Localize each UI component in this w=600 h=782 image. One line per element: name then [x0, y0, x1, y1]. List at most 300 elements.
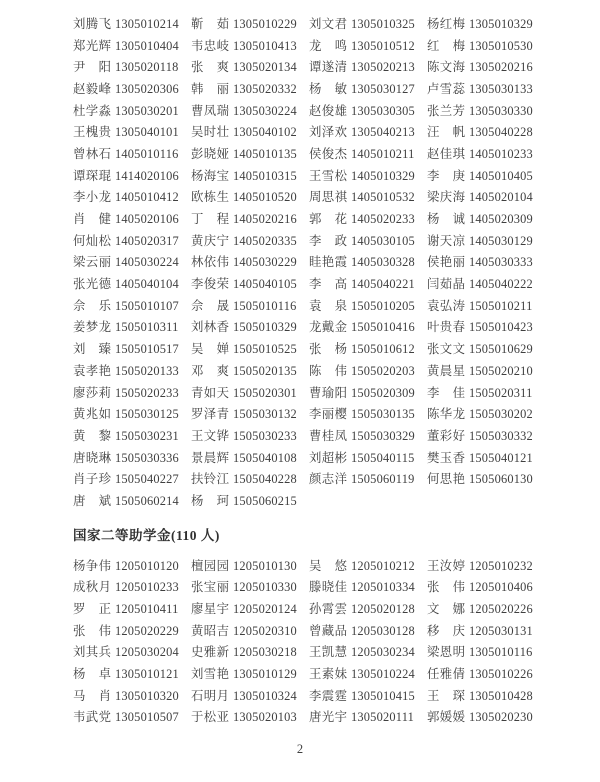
student-id: 1205030128	[351, 623, 415, 638]
student-name: 马 肖	[73, 688, 111, 703]
student-id: 1405010532	[351, 190, 415, 205]
student-name: 颜 志 洋	[309, 472, 347, 487]
student-id: 1405010116	[115, 146, 179, 161]
student-entry	[427, 252, 545, 270]
student-name: 闫 茹 晶	[427, 277, 465, 292]
student-id: 1305030305	[351, 103, 415, 118]
student-entry	[427, 686, 545, 704]
student-entry	[191, 339, 309, 357]
student-entry	[427, 317, 545, 335]
student-name: 袁 孝 艳	[73, 363, 111, 378]
student-entry	[73, 317, 191, 335]
student-id: 1205030218	[233, 645, 297, 660]
student-id: 1305010329	[469, 16, 533, 31]
student-id: 1505060215	[233, 493, 297, 508]
student-name: 刘 文 君	[309, 16, 347, 31]
student-name: 史 雅 新	[191, 645, 229, 660]
student-id: 1405030229	[233, 255, 297, 270]
student-entry	[191, 383, 309, 401]
student-entry	[309, 404, 427, 422]
student-id: 1405020216	[233, 212, 297, 227]
student-entry	[73, 252, 191, 270]
student-name: 于 松 亚	[191, 710, 229, 725]
student-id: 1305040228	[469, 125, 533, 140]
student-id: 1405020104	[469, 190, 533, 205]
student-entry	[309, 296, 427, 314]
student-id: 1205030234	[351, 645, 415, 660]
student-id: 1405010520	[233, 190, 297, 205]
student-name: 王 凯 慧	[309, 645, 347, 660]
student-entry	[191, 686, 309, 704]
student-entry	[309, 577, 427, 595]
student-entry	[427, 36, 545, 54]
student-name: 肖 子 珍	[73, 472, 111, 487]
student-entry	[427, 296, 545, 314]
student-entry	[427, 448, 545, 466]
student-entry	[191, 621, 309, 639]
student-entry	[309, 556, 427, 574]
student-entry	[73, 14, 191, 32]
student-id: 1505040115	[351, 450, 415, 465]
student-name: 赵 佳 琪	[427, 146, 465, 161]
student-id: 1405030129	[469, 233, 533, 248]
student-entry	[309, 14, 427, 32]
student-entry	[191, 231, 309, 249]
student-id: 1405030105	[351, 233, 415, 248]
student-name: 韦 武 党	[73, 710, 111, 725]
student-id: 1205010130	[233, 558, 297, 573]
student-id: 1305020134	[233, 60, 297, 75]
student-entry	[309, 166, 427, 184]
student-name: 李 佳	[427, 385, 465, 400]
student-entry	[427, 361, 545, 379]
student-entry	[309, 599, 427, 617]
student-name: 李 小 龙	[73, 190, 111, 205]
student-name: 黄 黎	[73, 428, 111, 443]
student-id: 1505030125	[115, 407, 179, 422]
student-id: 1505020203	[351, 363, 415, 378]
student-id: 1305040101	[115, 125, 179, 140]
student-id: 1405020309	[469, 212, 533, 227]
student-name: 杨 海 宝	[191, 168, 229, 183]
student-name: 汪 帆	[427, 125, 465, 140]
student-name: 郭 花	[309, 212, 347, 227]
student-name: 吴 婵	[191, 342, 229, 357]
student-id: 1405020233	[351, 212, 415, 227]
student-name: 景 晨 辉	[191, 450, 229, 465]
student-entry	[427, 122, 545, 140]
student-name: 吴 时 壮	[191, 125, 229, 140]
student-name: 佘 晟	[191, 298, 229, 313]
student-entry	[309, 122, 427, 140]
student-name: 李 震 霆	[309, 688, 347, 703]
student-entry	[309, 79, 427, 97]
student-id: 1405010211	[351, 146, 415, 161]
student-name: 谭 遂 清	[309, 60, 347, 75]
student-entry	[427, 144, 545, 162]
student-entry	[73, 101, 191, 119]
student-name: 梁 恩 明	[427, 645, 465, 660]
student-name: 袁 泉	[309, 298, 347, 313]
student-entry	[191, 599, 309, 617]
student-name: 曾 林 石	[73, 146, 111, 161]
student-name: 眭 艳 霞	[309, 255, 347, 270]
student-entry	[191, 14, 309, 32]
student-id: 1305010226	[469, 667, 533, 682]
student-id: 1505010329	[233, 320, 297, 335]
student-id: 1305020103	[233, 710, 297, 725]
student-entry	[73, 621, 191, 639]
student-entry	[309, 144, 427, 162]
student-id: 1505010116	[233, 298, 297, 313]
student-name: 陈 文 海	[427, 60, 465, 75]
student-name: 谢 天 凉	[427, 233, 465, 248]
student-id: 1505010211	[469, 298, 533, 313]
student-name: 刘 泽 欢	[309, 125, 347, 140]
student-id: 1405010405	[469, 168, 533, 183]
student-name: 丁 程	[191, 212, 229, 227]
student-id: 1305040102	[233, 125, 297, 140]
student-entry	[73, 642, 191, 660]
student-name: 佘 乐	[73, 298, 111, 313]
student-entry	[73, 686, 191, 704]
student-entry	[73, 361, 191, 379]
student-id: 1205010212	[351, 558, 415, 573]
student-entry	[309, 339, 427, 357]
student-name: 靳 茹	[191, 16, 229, 31]
student-entry	[191, 101, 309, 119]
student-name: 刘 超 彬	[309, 450, 347, 465]
student-name: 肖 健	[73, 212, 111, 227]
student-id: 1205010233	[115, 580, 179, 595]
student-entry	[427, 642, 545, 660]
student-name: 赵 毅 峰	[73, 81, 111, 96]
student-id: 1405040221	[351, 277, 415, 292]
student-id: 1505040108	[233, 450, 297, 465]
student-name: 杨 珂	[191, 493, 229, 508]
student-name: 张 光 德	[73, 277, 111, 292]
student-name: 张 爽	[191, 60, 229, 75]
student-entry	[309, 317, 427, 335]
student-name: 刘 雪 艳	[191, 667, 229, 682]
student-entry	[73, 231, 191, 249]
student-id: 1505020309	[351, 385, 415, 400]
student-id: 1405010329	[351, 168, 415, 183]
student-id: 1305010530	[469, 38, 533, 53]
student-name: 成 秋 月	[73, 580, 111, 595]
student-entry	[309, 383, 427, 401]
student-name: 彭 晓 娅	[191, 146, 229, 161]
student-entry	[427, 339, 545, 357]
student-entry	[427, 469, 545, 487]
student-name: 任 雅 倩	[427, 667, 465, 682]
student-entry	[427, 599, 545, 617]
student-id: 1505010629	[469, 342, 533, 357]
student-name: 郭 媛 媛	[427, 710, 465, 725]
student-entry	[191, 36, 309, 54]
student-name: 黄 庆 宁	[191, 233, 229, 248]
student-name: 罗 正	[73, 602, 111, 617]
student-id: 1205010232	[469, 558, 533, 573]
student-entry	[427, 57, 545, 75]
student-id: 1305020118	[115, 60, 179, 75]
student-entry	[309, 101, 427, 119]
student-entry	[309, 274, 427, 292]
student-id: 1305020306	[115, 81, 179, 96]
student-id: 1405020335	[233, 233, 297, 248]
student-entry	[427, 404, 545, 422]
student-id: 1405030328	[351, 255, 415, 270]
student-name: 侯 俊 杰	[309, 146, 347, 161]
student-entry	[191, 252, 309, 270]
student-entry	[191, 317, 309, 335]
student-entry	[309, 469, 427, 487]
student-id: 1305020213	[351, 60, 415, 75]
student-name: 廖 星 宇	[191, 602, 229, 617]
student-name: 杨 卓	[73, 667, 111, 682]
student-name: 张 伟	[427, 580, 465, 595]
student-name: 尹 阳	[73, 60, 111, 75]
student-entry	[427, 14, 545, 32]
student-name: 李 高	[309, 277, 347, 292]
student-id: 1505010612	[351, 342, 415, 357]
student-id: 1305010404	[115, 38, 179, 53]
student-id: 1505010525	[233, 342, 297, 357]
student-id: 1505020210	[469, 363, 533, 378]
student-id: 1305020332	[233, 81, 297, 96]
student-entry	[309, 252, 427, 270]
student-entry	[191, 426, 309, 444]
student-name: 曹 桂 凤	[309, 428, 347, 443]
student-name: 滕 晓 佳	[309, 580, 347, 595]
student-name: 陈 伟	[309, 363, 347, 378]
student-id: 1305030224	[233, 103, 297, 118]
student-name: 刘 其 兵	[73, 645, 111, 660]
student-name: 孙 霄 雲	[309, 602, 347, 617]
student-id: 1414020106	[115, 168, 179, 183]
student-name: 檀 园 园	[191, 558, 229, 573]
page-number: 2	[296, 742, 304, 756]
student-id: 1505030329	[351, 428, 415, 443]
student-id: 1205020310	[233, 623, 297, 638]
student-name: 红 梅	[427, 38, 465, 53]
student-entry	[73, 577, 191, 595]
student-name: 韦 忠 岐	[191, 38, 229, 53]
student-entry	[191, 404, 309, 422]
student-entry	[309, 664, 427, 682]
student-name: 黄 兆 如	[73, 407, 111, 422]
student-id: 1505040227	[115, 472, 179, 487]
student-id: 1405010233	[469, 146, 533, 161]
student-id: 1505010107	[115, 298, 179, 313]
student-id: 1305010229	[233, 16, 297, 31]
student-name: 廖 莎 莉	[73, 385, 111, 400]
student-name: 叶 贵 春	[427, 320, 465, 335]
student-id: 1505060214	[115, 493, 179, 508]
student-id: 1505010205	[351, 298, 415, 313]
student-id: 1305010512	[351, 38, 415, 53]
student-entry	[191, 144, 309, 162]
student-name: 何 灿 松	[73, 233, 111, 248]
student-name: 李 俊 荣	[191, 277, 229, 292]
student-name: 陈 华 龙	[427, 407, 465, 422]
student-entry	[309, 361, 427, 379]
student-entry	[73, 556, 191, 574]
student-entry	[309, 426, 427, 444]
student-id: 1505020233	[115, 385, 179, 400]
student-entry	[427, 274, 545, 292]
student-name: 刘 臻	[73, 342, 111, 357]
student-id: 1405030333	[469, 255, 533, 270]
student-id: 1305030127	[351, 81, 415, 96]
student-id: 1405040222	[469, 277, 533, 292]
student-entry	[73, 339, 191, 357]
student-name: 杨 诚	[427, 212, 465, 227]
student-id: 1305010507	[115, 710, 179, 725]
student-name: 石 明 月	[191, 688, 229, 703]
student-id: 1305020111	[351, 710, 415, 725]
student-entry	[73, 491, 191, 509]
student-name: 周 思 祺	[309, 190, 347, 205]
student-name: 杨 红 梅	[427, 16, 465, 31]
student-id: 1205020128	[351, 602, 415, 617]
student-id: 1505010423	[469, 320, 533, 335]
student-entry	[309, 621, 427, 639]
student-entry	[309, 209, 427, 227]
student-name: 侯 艳 丽	[427, 255, 465, 270]
student-entry	[427, 79, 545, 97]
student-id: 1505030233	[233, 428, 297, 443]
student-id: 1505020301	[233, 385, 297, 400]
student-id: 1505060119	[351, 472, 415, 487]
student-entry	[427, 621, 545, 639]
student-id: 1305040213	[351, 125, 415, 140]
student-name: 赵 俊 雄	[309, 103, 347, 118]
student-name: 姜 梦 龙	[73, 320, 111, 335]
student-name: 张 伟	[73, 623, 111, 638]
student-entry	[191, 209, 309, 227]
student-entry	[427, 577, 545, 595]
student-name: 张 文 文	[427, 342, 465, 357]
student-name: 邓 爽	[191, 363, 229, 378]
student-entry	[191, 491, 309, 509]
student-entry	[191, 296, 309, 314]
student-id: 1405020106	[115, 212, 179, 227]
student-entry	[73, 79, 191, 97]
student-name: 卢 雪 蕊	[427, 81, 465, 96]
student-name: 李 庚	[427, 168, 465, 183]
student-id: 1305020216	[469, 60, 533, 75]
student-entry	[73, 36, 191, 54]
student-id: 1305030330	[469, 103, 533, 118]
student-name: 李 丽 樱	[309, 407, 347, 422]
student-id: 1405020317	[115, 233, 179, 248]
student-name: 唐 晓 琳	[73, 450, 111, 465]
student-entry	[309, 231, 427, 249]
student-entry	[73, 209, 191, 227]
student-entry	[427, 187, 545, 205]
student-entry	[309, 448, 427, 466]
student-entry	[73, 274, 191, 292]
student-id: 1305010324	[233, 688, 297, 703]
scholarship-list-section-1	[73, 12, 600, 511]
student-entry	[73, 383, 191, 401]
student-name: 杨 敏	[309, 81, 347, 96]
student-id: 1505040121	[469, 450, 533, 465]
student-entry	[427, 426, 545, 444]
student-id: 1505020133	[115, 363, 179, 378]
student-id: 1305010121	[115, 667, 179, 682]
student-entry	[73, 599, 191, 617]
student-entry	[309, 642, 427, 660]
student-entry	[191, 57, 309, 75]
student-id: 1205030204	[115, 645, 179, 660]
student-entry	[73, 404, 191, 422]
section-heading: 国家二等助学金(110 人)	[73, 527, 220, 543]
student-name: 文 娜	[427, 602, 465, 617]
student-id: 1405030224	[115, 255, 179, 270]
student-name: 移 庆	[427, 623, 465, 638]
student-entry	[309, 187, 427, 205]
student-name: 郑 光 辉	[73, 38, 111, 53]
student-id: 1305010214	[115, 16, 179, 31]
student-id: 1405010315	[233, 168, 297, 183]
student-entry	[191, 274, 309, 292]
student-id: 1305010325	[351, 16, 415, 31]
student-id: 1205010334	[351, 580, 415, 595]
student-id: 1305030133	[469, 81, 533, 96]
student-id: 1405010412	[115, 190, 179, 205]
student-id: 1405040104	[115, 277, 179, 292]
student-name: 吴 悠	[309, 558, 347, 573]
student-name: 唐 斌	[73, 493, 111, 508]
student-id: 1305020230	[469, 710, 533, 725]
student-entry	[73, 707, 191, 725]
student-id: 1505030132	[233, 407, 297, 422]
student-entry	[191, 577, 309, 595]
student-name: 王 槐 贵	[73, 125, 111, 140]
student-id: 1305010428	[469, 688, 533, 703]
student-entry	[191, 664, 309, 682]
student-name: 林 依 伟	[191, 255, 229, 270]
student-name: 王 雪 松	[309, 168, 347, 183]
student-name: 龙 鸣	[309, 38, 347, 53]
student-entry	[191, 707, 309, 725]
student-name: 梁 云 丽	[73, 255, 111, 270]
student-id: 1505010416	[351, 320, 415, 335]
student-id: 1505010311	[115, 320, 179, 335]
student-entry	[309, 686, 427, 704]
student-id: 1505030202	[469, 407, 533, 422]
student-name: 曹 瑜 阳	[309, 385, 347, 400]
student-id: 1305010129	[233, 667, 297, 682]
student-entry	[427, 101, 545, 119]
student-entry	[73, 664, 191, 682]
student-name: 王 文 铧	[191, 428, 229, 443]
student-name: 唐 光 宇	[309, 710, 347, 725]
student-name: 何 思 艳	[427, 472, 465, 487]
student-id: 1405010135	[233, 146, 297, 161]
student-entry	[73, 296, 191, 314]
student-name: 龙 戴 金	[309, 320, 347, 335]
student-id: 1205010120	[115, 558, 179, 573]
student-name: 董 彩 好	[427, 428, 465, 443]
student-entry	[73, 426, 191, 444]
student-name: 谭 琛 琨	[73, 168, 111, 183]
student-id: 1305010224	[351, 667, 415, 682]
student-entry	[191, 556, 309, 574]
student-name: 张 宝 丽	[191, 580, 229, 595]
